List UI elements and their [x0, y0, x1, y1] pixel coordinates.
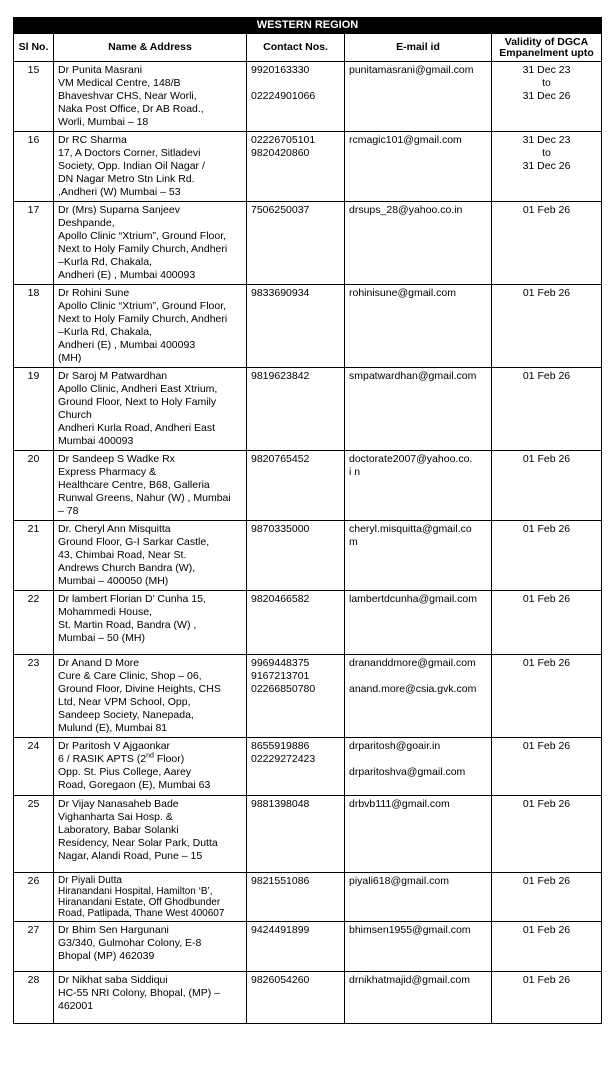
table-row: [14, 873, 602, 922]
sl-cell: 20: [14, 451, 54, 521]
table-row: [14, 922, 602, 972]
contact-cell: 9820466582: [247, 591, 345, 655]
sl-cell: 24: [14, 738, 54, 796]
sl-cell: 25: [14, 796, 54, 873]
table-row: [14, 521, 602, 591]
validity-cell: 01 Feb 26: [492, 285, 602, 368]
contact-cell: 8655919886 02229272423: [247, 738, 345, 796]
sl-cell: 17: [14, 202, 54, 285]
table-row: [14, 591, 602, 655]
email-cell: doctorate2007@yahoo.co. i n: [345, 451, 492, 521]
email-cell: cheryl.misquitta@gmail.co m: [345, 521, 492, 591]
contact-cell: 9820765452: [247, 451, 345, 521]
sl-cell: 22: [14, 591, 54, 655]
name-address-text: Floor) Opp. St. Pius College, Aarey Road, Goregaon (E), Mumbai 63: [58, 753, 211, 791]
email-cell: drnikhatmajid@gmail.com: [345, 972, 492, 1024]
validity-cell: 01 Feb 26: [492, 738, 602, 796]
name-address-cell: Dr RC Sharma 17, A Doctors Corner, Sitladevi Society, Opp. Indian Oil Nagar / DN Nagar Metro Stn Link Rd. ,Andheri (W) Mumbai – 53: [54, 132, 247, 202]
name-address-cell: Dr lambert Florian D’ Cunha 15, Mohammedi House, St. Martin Road, Bandra (W) , Mumbai – 50 (MH): [54, 591, 247, 655]
validity-cell: 01 Feb 26: [492, 202, 602, 285]
contact-cell: 9833690934: [247, 285, 345, 368]
name-address-cell: Dr Bhim Sen Hargunani G3/340, Gulmohar Colony, E-8 Bhopal (MP) 462039: [54, 922, 247, 972]
sl-cell: 21: [14, 521, 54, 591]
validity-cell: 01 Feb 26: [492, 521, 602, 591]
table-row: [14, 202, 602, 285]
name-address-cell: Dr Nikhat saba Siddiqui HC-55 NRI Colony, Bhopal, (MP) – 462001: [54, 972, 247, 1024]
name-address-cell: Dr Saroj M Patwardhan Apollo Clinic, Andheri East Xtrium, Ground Floor, Next to Holy Family Church Andheri Kurla Road, Andheri East Mumbai 400093: [54, 368, 247, 451]
email-cell: drananddmore@gmail.com anand.more@csia.gvk.com: [345, 655, 492, 738]
name-address-cell: Dr Vijay Nanasaheb Bade Vighanharta Sai Hosp. & Laboratory, Babar Solanki Residency, Near Solar Park, Dutta Nagar, Alandi Road, Pune – 15: [54, 796, 247, 873]
email-cell: bhimsen1955@gmail.com: [345, 922, 492, 972]
table-row: [14, 972, 602, 1024]
name-address-cell: Dr Punita Masrani VM Medical Centre, 148/B Bhaveshvar CHS, Near Worli, Naka Post Office, Dr AB Road., Worli, Mumbai – 18: [54, 62, 247, 132]
name-address-cell: Dr Piyali Dutta Hiranandani Hospital, Hamilton ‘B’, Hiranandani Estate, Off Ghodbunder Road, Patlipada, Thane West 400607: [54, 873, 247, 922]
sl-cell: 27: [14, 922, 54, 972]
name-address-cell: Dr Rohini Sune Apollo Clinic “Xtrium”, Ground Floor, Next to Holy Family Church, Andheri –Kurla Rd, Chakala, Andheri (E) , Mumbai 400093 (MH): [54, 285, 247, 368]
validity-cell: 31 Dec 23 to 31 Dec 26: [492, 62, 602, 132]
validity-cell: 01 Feb 26: [492, 972, 602, 1024]
name-address-cell: Dr Sandeep S Wadke Rx Express Pharmacy & Healthcare Centre, B68, Galleria Runwal Greens, Nahur (W) , Mumbai – 78: [54, 451, 247, 521]
table-row: [14, 451, 602, 521]
table-row: [14, 285, 602, 368]
contact-cell: 7506250037: [247, 202, 345, 285]
contact-cell: 02226705101 9820420860: [247, 132, 345, 202]
email-cell: rohinisune@gmail.com: [345, 285, 492, 368]
superscript: nd: [146, 752, 154, 760]
contact-cell: 9881398048: [247, 796, 345, 873]
table-row: [14, 796, 602, 873]
email-cell: drparitosh@goair.in drparitoshva@gmail.com: [345, 738, 492, 796]
header-email: E-mail id: [345, 34, 492, 62]
contact-cell: 9920163330 02224901066: [247, 62, 345, 132]
header-contact: Contact Nos.: [247, 34, 345, 62]
sl-cell: 28: [14, 972, 54, 1024]
email-cell: punitamasrani@gmail.com: [345, 62, 492, 132]
contact-cell: 9424491899: [247, 922, 345, 972]
sl-cell: 15: [14, 62, 54, 132]
validity-cell: 01 Feb 26: [492, 591, 602, 655]
validity-cell: 01 Feb 26: [492, 922, 602, 972]
sl-cell: 26: [14, 873, 54, 922]
contact-cell: 9821551086: [247, 873, 345, 922]
validity-cell: 01 Feb 26: [492, 796, 602, 873]
region-title: WESTERN REGION: [14, 18, 602, 34]
table-row: [14, 368, 602, 451]
header-sl: Sl No.: [14, 34, 54, 62]
name-address-cell: Dr Anand D More Cure & Care Clinic, Shop – 06, Ground Floor, Divine Heights, CHS Ltd, Near VPM School, Opp, Sandeep Society, Nanepada, Mulund (E), Mumbai 81: [54, 655, 247, 738]
contact-cell: 9870335000: [247, 521, 345, 591]
sl-cell: 16: [14, 132, 54, 202]
table-row: [14, 132, 602, 202]
name-address-cell: Dr (Mrs) Suparna Sanjeev Deshpande, Apollo Clinic “Xtrium”, Ground Floor, Next to Holy Family Church, Andheri –Kurla Rd, Chakala, Andheri (E) , Mumbai 400093: [54, 202, 247, 285]
sl-cell: 18: [14, 285, 54, 368]
name-address-cell: [54, 738, 247, 796]
validity-cell: 31 Dec 23 to 31 Dec 26: [492, 132, 602, 202]
validity-cell: 01 Feb 26: [492, 873, 602, 922]
email-cell: smpatwardhan@gmail.com: [345, 368, 492, 451]
table-row: [14, 62, 602, 132]
sl-cell: 23: [14, 655, 54, 738]
email-cell: rcmagic101@gmail.com: [345, 132, 492, 202]
table-row: [14, 655, 602, 738]
table-row: [14, 738, 602, 796]
sl-cell: 19: [14, 368, 54, 451]
email-cell: drbvb111@gmail.com: [345, 796, 492, 873]
validity-cell: 01 Feb 26: [492, 451, 602, 521]
validity-cell: 01 Feb 26: [492, 368, 602, 451]
header-name: Name & Address: [54, 34, 247, 62]
email-cell: piyali618@gmail.com: [345, 873, 492, 922]
validity-cell: 01 Feb 26: [492, 655, 602, 738]
header-validity: Validity of DGCA Empanelment upto: [492, 34, 602, 62]
email-cell: lambertdcunha@gmail.com: [345, 591, 492, 655]
name-address-cell: Dr. Cheryl Ann Misquitta Ground Floor, G-I Sarkar Castle, 43, Chimbai Road, Near St. Andrews Church Bandra (W), Mumbai – 400050 (MH): [54, 521, 247, 591]
contact-cell: 9969448375 9167213701 02266850780: [247, 655, 345, 738]
empanelment-table: [13, 17, 602, 1024]
contact-cell: 9826054260: [247, 972, 345, 1024]
email-cell: drsups_28@yahoo.co.in: [345, 202, 492, 285]
contact-cell: 9819623842: [247, 368, 345, 451]
name-address-text: Dr Paritosh V Ajgaonkar 6 / RASIK APTS (2: [58, 740, 171, 765]
